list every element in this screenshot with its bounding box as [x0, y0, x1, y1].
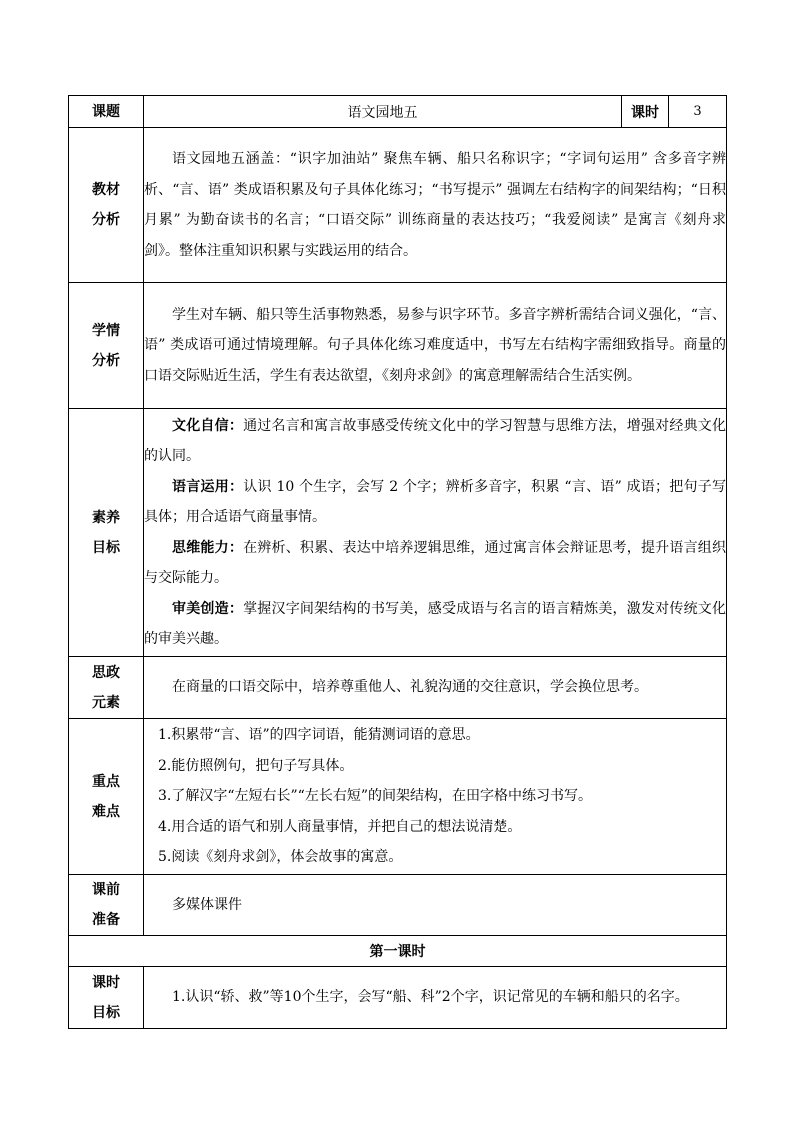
- goal-item: [144, 472, 726, 533]
- lesson-plan-table: [68, 95, 727, 1029]
- label-line: 重点: [92, 773, 120, 790]
- learner-analysis-text: [144, 283, 727, 409]
- goal-text: 掌握汉字间架结构的书写美，感受成语与名言的语言精炼美，激发对传统文化的审美兴趣。: [144, 600, 727, 647]
- first-lesson-title: 第一课时: [69, 936, 727, 967]
- goal-text: 在辨析、积累、表达中培养逻辑思维，通过寓言体会辩证思考，提升语言组织与交际能力。: [144, 539, 727, 586]
- periods-value: 3: [669, 96, 727, 128]
- periods-label: 课时: [622, 96, 669, 128]
- paragraph: 学生对车辆、船只等生活事物熟悉，易参与识字环节。多音字辨析需结合词义强化，“言、语” 类成语可通过情境理解。句子具体化练习难度适中，书写左右结构字需细致指导。商量的口语交际贴近生活，学生有表达欲望，《刻舟求剑》的寓意理解需结合生活实例。: [144, 306, 726, 384]
- label-line: 分析: [92, 212, 120, 228]
- lesson-goal-text: [144, 967, 727, 1029]
- goal-title: 思维能力：: [172, 539, 244, 556]
- textbook-analysis-row: [69, 128, 727, 283]
- learner-analysis-label: [69, 283, 144, 409]
- label-line: 分析: [92, 352, 120, 369]
- ideology-row: [69, 657, 727, 719]
- label-line: 思政: [92, 664, 120, 681]
- key-points-row: [69, 719, 727, 875]
- key-points-label: [69, 719, 144, 875]
- literacy-goals-row: [69, 409, 727, 657]
- ideology-text: [144, 657, 727, 719]
- goal-text: 认识 10 个生字，会写 2 个字；辨析多音字，积累 “言、语” 成语；把句子写具体；用合适语气商量事情。: [144, 478, 726, 525]
- learner-analysis-row: [69, 283, 727, 409]
- lesson-goal-label: [69, 967, 144, 1029]
- textbook-analysis-label: [69, 128, 144, 283]
- goal-text: 通过名言和寓言故事感受传统文化中的学习智慧与思维方法，增强对经典文化的认同。: [144, 417, 727, 464]
- goal-item: [144, 533, 726, 594]
- label-line: 目标: [92, 539, 120, 556]
- goal-item: [144, 594, 726, 655]
- paragraph: 1.认识“轿、救”等10个生字，会写“船、科”2个字，识记常见的车辆和船只的名字。: [172, 989, 689, 1006]
- preparation-label: [69, 875, 144, 936]
- key-points-list: [144, 719, 727, 875]
- preparation-row: [69, 875, 727, 936]
- label-line: 素养: [92, 509, 120, 526]
- label-line: 教材: [92, 182, 120, 198]
- preparation-text: [144, 875, 727, 936]
- topic-title: 语文园地五: [144, 96, 622, 128]
- list-item: 5.阅读《刻舟求剑》，体会故事的寓意。: [158, 849, 403, 866]
- label-line: 学情: [92, 322, 120, 339]
- label-line: 准备: [92, 912, 120, 928]
- list-item: 3.了解汉字“左短右长”“左长右短”的间架结构，在田字格中练习书写。: [158, 788, 592, 805]
- textbook-analysis-text: [144, 128, 727, 283]
- list-item: 1.积累带“言、语”的四字词语，能猜测词语的意思。: [158, 727, 480, 744]
- goal-title: 审美创造：: [172, 600, 244, 617]
- label-line: 课时: [92, 974, 120, 991]
- goal-title: 文化自信：: [172, 417, 244, 434]
- goal-item: [144, 411, 726, 472]
- paragraph: 语文园地五涵盖：“识字加油站” 聚焦车辆、船只名称识字；“字词句运用” 含多音字辨析、“言、语” 类成语积累及句子具体化练习；“书写提示” 强调左右结构字的间架结构；“日积月累” 为勤奋读书的名言；“口语交际” 训练商量的表达技巧；“我爱阅读” 是寓言《刻舟求剑》。整体注重知识积累与实践运用的结合。: [144, 151, 726, 259]
- lesson-goal-row: [69, 967, 727, 1029]
- label-line: 课前: [92, 882, 120, 898]
- list-item: 2.能仿照例句，把句子写具体。: [158, 757, 354, 774]
- label-line: 目标: [92, 1004, 120, 1021]
- label-line: 难点: [92, 803, 120, 820]
- literacy-goals-label: [69, 409, 144, 657]
- paragraph: 在商量的口语交际中，培养尊重他人、礼貌沟通的交往意识，学会换位思考。: [172, 679, 648, 696]
- label-line: 元素: [92, 694, 120, 711]
- topic-row: [69, 96, 727, 128]
- topic-label: 课题: [69, 96, 144, 128]
- ideology-label: [69, 657, 144, 719]
- literacy-goals-text: [144, 409, 727, 657]
- paragraph: 多媒体课件: [172, 896, 242, 913]
- first-lesson-row: [69, 936, 727, 967]
- list-item: 4.用合适的语气和别人商量事情，并把自己的想法说清楚。: [158, 818, 522, 835]
- goal-title: 语言运用：: [172, 478, 244, 495]
